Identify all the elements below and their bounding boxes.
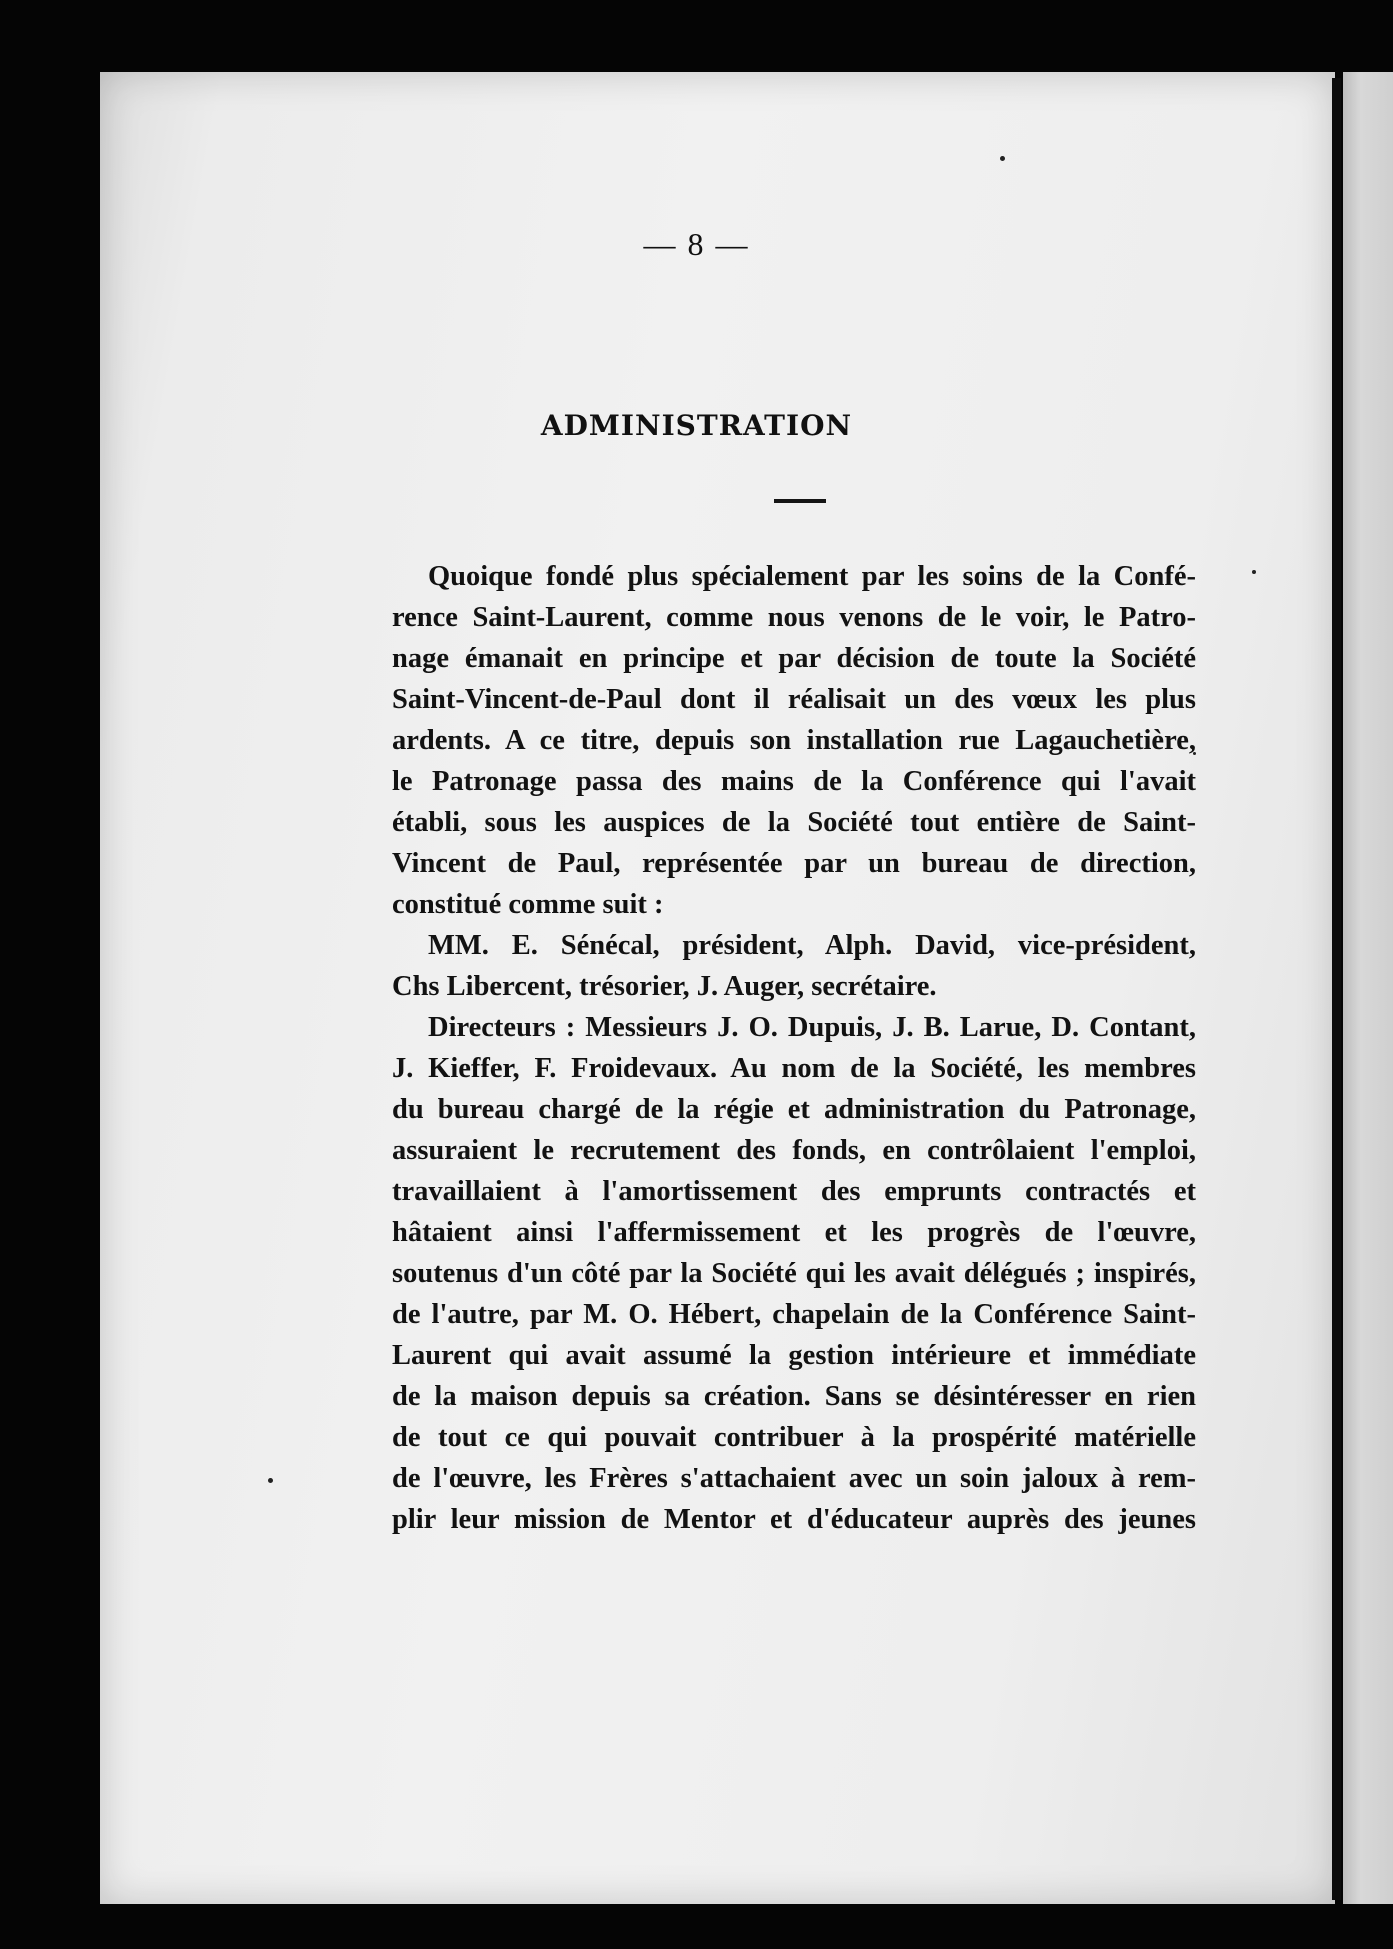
text-line: Directeurs : Messieurs J. O. Dupuis, J. B. Larue, D. Contant, <box>428 1012 1196 1043</box>
text-line: constitué comme suit : <box>392 889 664 920</box>
text-line: nage émanait en principe et par décision de toute la Société <box>392 643 1196 674</box>
text-line: hâtaient ainsi l'affermissement et les progrès de l'œuvre, <box>392 1217 1196 1248</box>
ink-speck <box>1000 156 1005 161</box>
text-line: du bureau chargé de la régie et administration du Patronage, <box>392 1094 1196 1125</box>
text-line: ardents. A ce titre, depuis son installation rue Lagauchetière, <box>392 725 1196 756</box>
ink-speck <box>268 1478 273 1483</box>
text-line: plir leur mission de Mentor et d'éducateur auprès des jeunes <box>392 1504 1196 1535</box>
adjacent-page-edge <box>1343 72 1393 1904</box>
text-line: Quoique fondé plus spécialement par les soins de la Confé- <box>428 561 1196 592</box>
book-gutter-shadow <box>1332 78 1341 1900</box>
text-line: MM. E. Sénécal, président, Alph. David, vice-président, <box>428 930 1196 961</box>
text-line: de tout ce qui pouvait contribuer à la prospérité matérielle <box>392 1422 1196 1453</box>
text-line: travaillaient à l'amortissement des emprunts contractés et <box>392 1176 1196 1207</box>
page-number: — 8 — <box>643 226 750 262</box>
ink-speck <box>1252 570 1256 574</box>
text-line: rence Saint-Laurent, comme nous venons de le voir, le Patro- <box>392 602 1196 633</box>
title-rule <box>774 499 826 503</box>
text-line: de la maison depuis sa création. Sans se désintéresser en rien <box>392 1381 1196 1412</box>
body-text <box>392 556 1196 1540</box>
text-line: Laurent qui avait assumé la gestion intérieure et immédiate <box>392 1340 1196 1371</box>
text-line: établi, sous les auspices de la Société tout entière de Saint- <box>392 807 1196 838</box>
text-line: de l'autre, par M. O. Hébert, chapelain de la Conférence Saint- <box>392 1299 1196 1330</box>
text-line: soutenus d'un côté par la Société qui les avait délégués ; inspirés, <box>392 1258 1196 1289</box>
text-line: Vincent de Paul, représentée par un bureau de direction, <box>392 848 1196 879</box>
section-title: ADMINISTRATION <box>540 409 853 442</box>
text-line: de l'œuvre, les Frères s'attachaient avec un soin jaloux à rem- <box>392 1463 1196 1494</box>
text-line: Saint-Vincent-de-Paul dont il réalisait un des vœux les plus <box>392 684 1196 715</box>
text-line: le Patronage passa des mains de la Conférence qui l'avait <box>392 766 1196 797</box>
text-line: J. Kieffer, F. Froidevaux. Au nom de la Société, les membres <box>392 1053 1196 1084</box>
text-line: Chs Libercent, trésorier, J. Auger, secrétaire. <box>392 971 937 1002</box>
text-line: assuraient le recrutement des fonds, en contrôlaient l'emploi, <box>392 1135 1196 1166</box>
